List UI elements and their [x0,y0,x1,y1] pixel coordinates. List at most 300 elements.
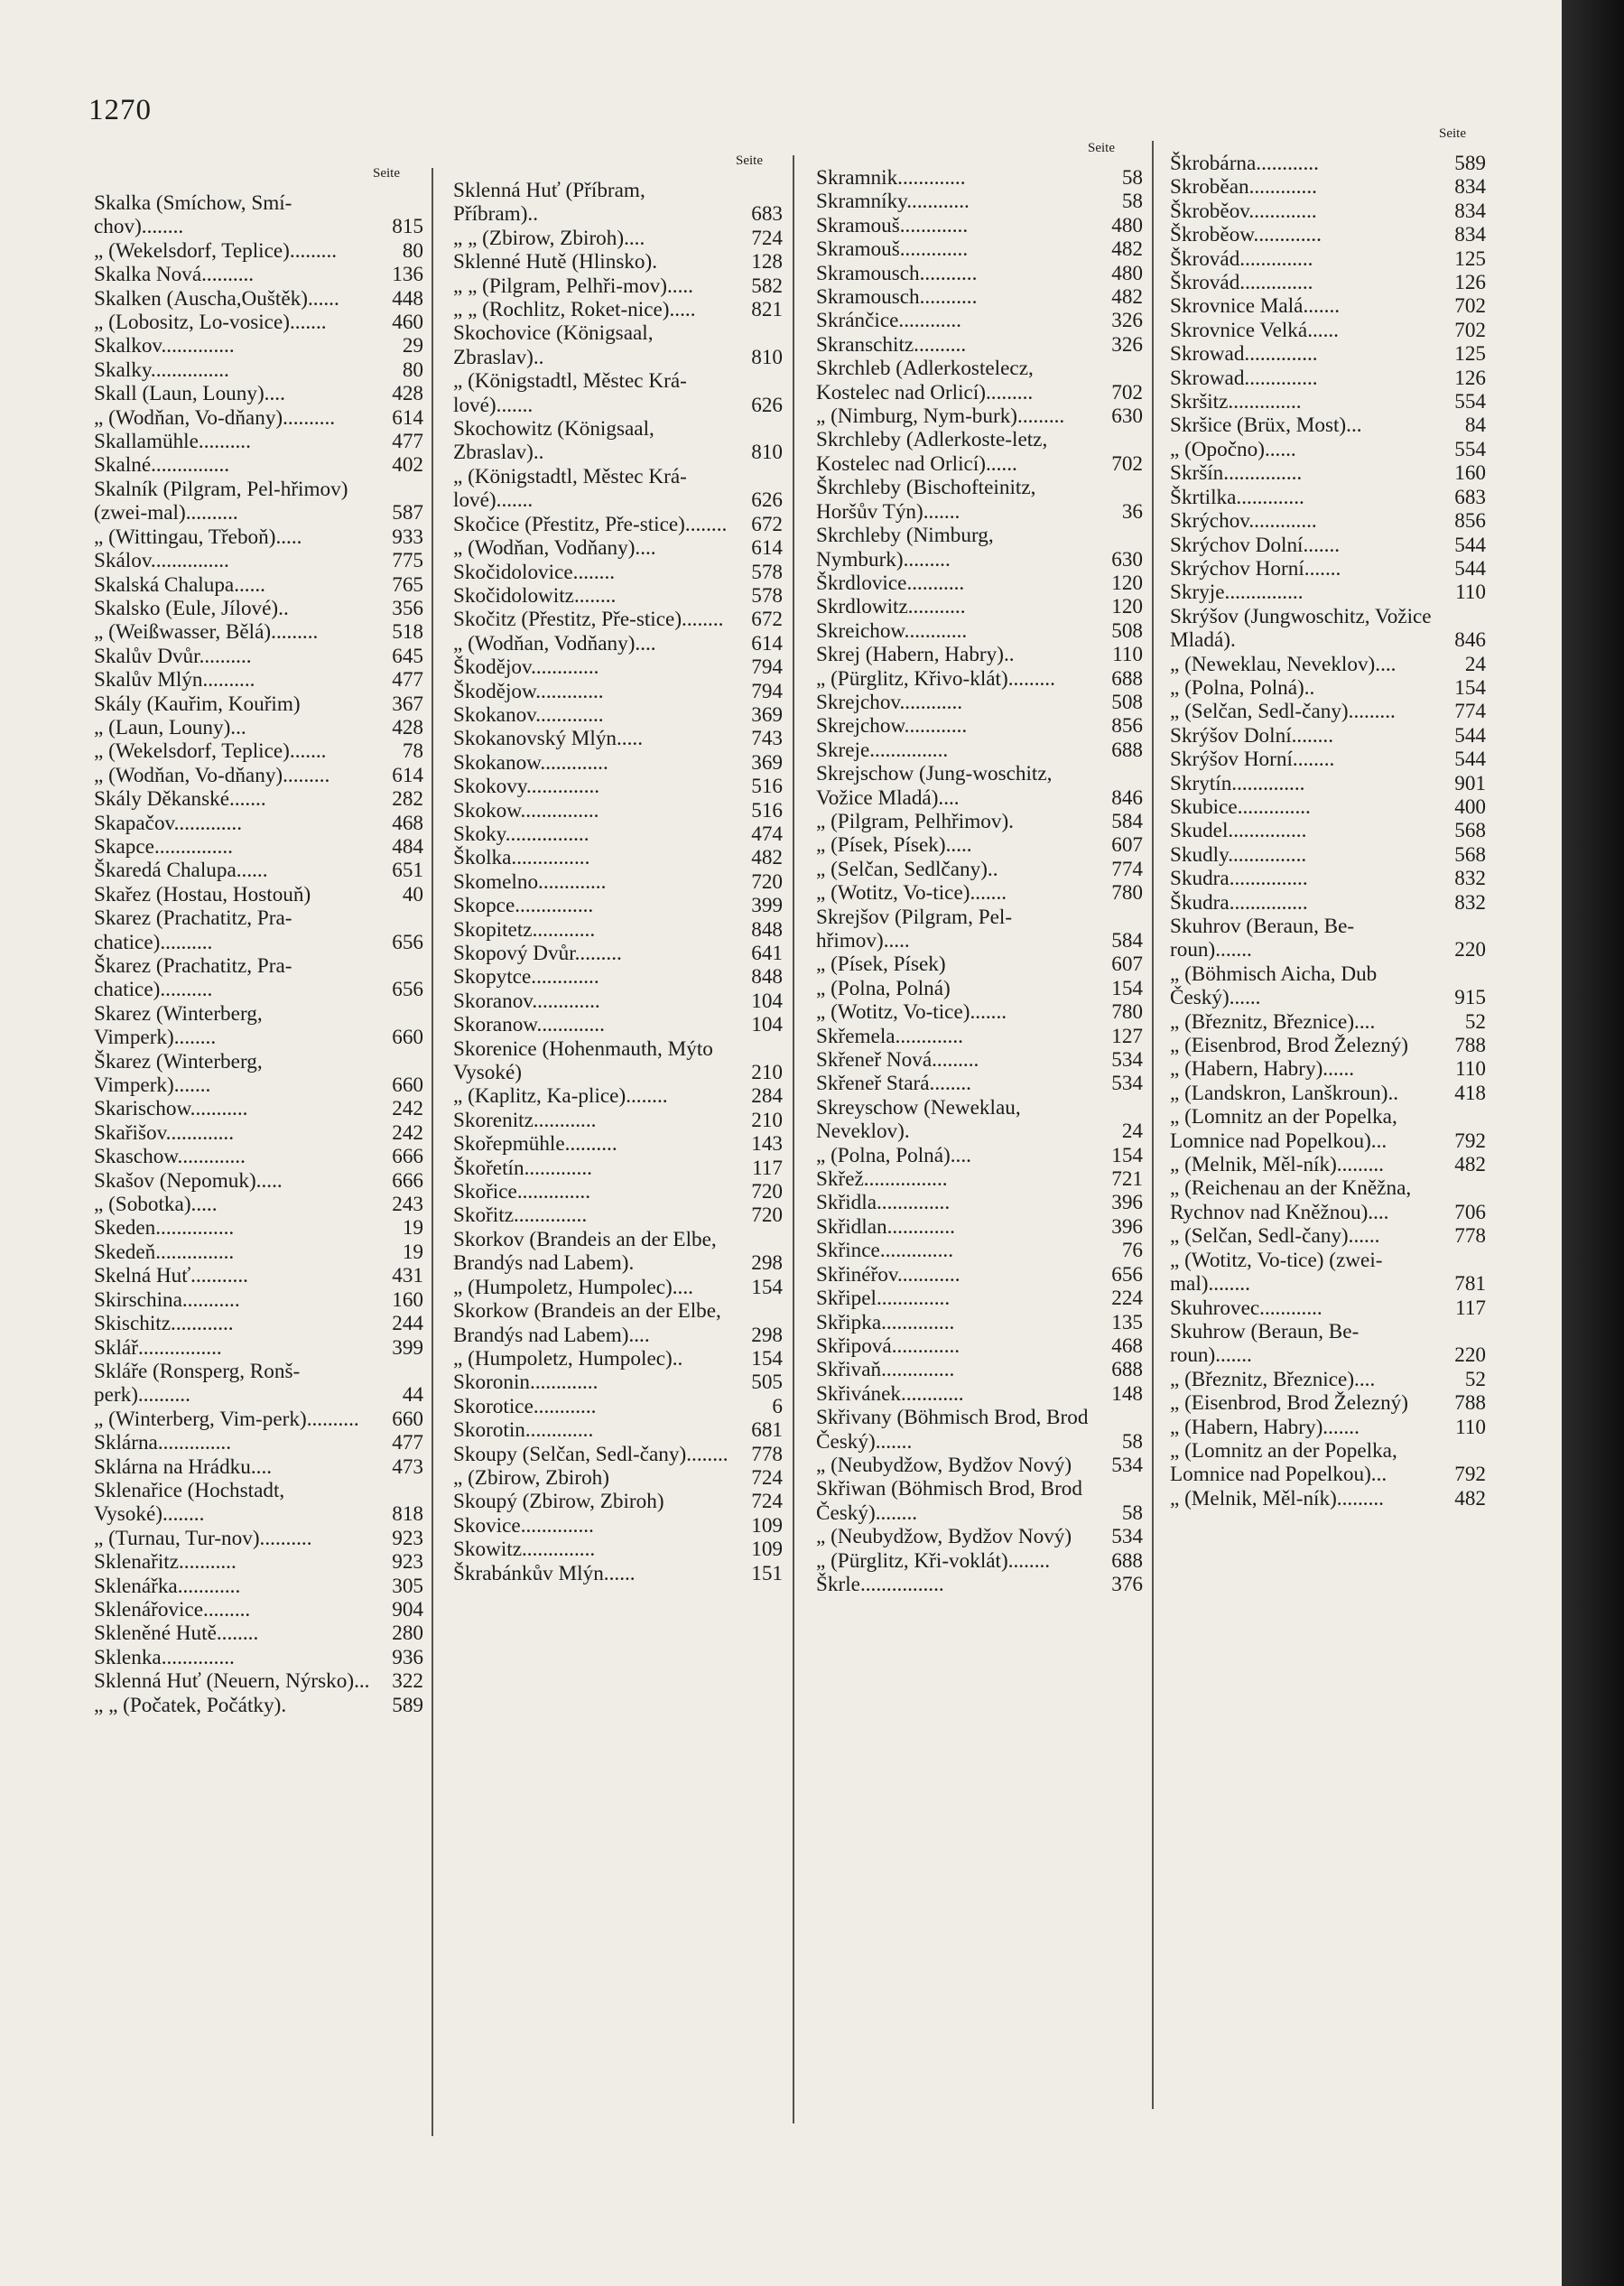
entry-place-name: Škrdlovice........... [816,571,965,595]
entry-place-name: Skarez (Prachatitz, Pra-chatice).......... [94,906,292,954]
index-entry [453,632,783,655]
entry-place-name: „ (Melnik, Měl-ník)......... [1170,1153,1384,1177]
entry-place-name: Skokanov............. [453,702,604,727]
entry-page-ref: 482 [1111,237,1143,262]
entry-page-ref: 508 [1111,618,1143,643]
entry-place-name: Škrchleby (Bischofteinitz, Horšův Týn)....... [816,476,1042,524]
index-entry [1170,1368,1486,1391]
entry-page-ref: 284 [751,1084,783,1109]
entry-page-ref: 821 [751,298,783,322]
entry-page-ref: 706 [1454,1200,1486,1224]
entry-page-ref: 641 [751,942,783,965]
index-entry [1170,653,1486,676]
index-entry [1170,557,1486,581]
entry-place-name: Skokovy.............. [453,775,600,799]
index-entry [94,311,423,334]
binding-gutter [1562,0,1624,2286]
index-entry [816,1072,1143,1095]
entry-place-name: Skopový Dvůr......... [453,942,622,965]
entry-place-name: „ (Písek, Písek) [816,952,946,977]
entry-place-name: Skrýšov (Jungwoschitz, Vožice Mladá). [1170,604,1437,653]
seite-header-2: Seite [736,153,763,168]
entry-place-name: „ (Winterberg, Vim-perk).......... [94,1407,359,1431]
entry-place-name: Skořepmühle.......... [453,1132,617,1157]
entry-page-ref: 242 [392,1097,423,1121]
index-entry [816,714,1143,738]
entry-place-name: Skřipka.............. [816,1310,955,1334]
entry-place-name: Skočidolovice........ [453,560,616,584]
index-entry [94,1216,423,1240]
index-entry [816,309,1143,332]
index-entry [94,1002,423,1050]
entry-place-name: Skuhrow (Beraun, Be-roun)....... [1170,1319,1360,1368]
index-entry [816,952,1143,976]
index-entry [1170,271,1486,294]
entry-place-name: Skorenice (Hohenmauth, Mýto Vysoké) [453,1036,719,1085]
index-entry [94,620,423,644]
entry-place-name: Skrej (Habern, Habry).. [816,643,1015,667]
entry-place-name: Skarischow........... [94,1097,248,1121]
entry-place-name: „ (Eisenbrod, Brod Železný) [1170,1034,1408,1058]
entry-place-name: Škarez (Winterberg, Vimperk)....... [94,1049,268,1098]
index-entry [1170,1153,1486,1176]
entry-place-name: Skoupy (Selčan, Sedl-čany)........ [453,1442,728,1466]
index-entry [94,453,423,477]
entry-page-ref: 614 [392,763,423,787]
entry-page-ref: 578 [751,583,783,608]
entry-page-ref: 724 [751,1465,783,1490]
entry-page-ref: 672 [751,608,783,632]
index-entry [453,1180,783,1203]
entry-page-ref: 568 [1454,819,1486,843]
entry-place-name: „ (Habern, Habry)...... [1170,1057,1355,1082]
entry-place-name: „ (Wodňan, Vo-dňany)......... [94,763,330,787]
entry-place-name: Skrytín.............. [1170,771,1305,795]
entry-page-ref: 534 [1111,1453,1143,1477]
entry-page-ref: 58 [1121,1501,1143,1525]
entry-page-ref: 578 [751,560,783,584]
index-entry [94,1646,423,1669]
entry-place-name: Skalné............... [94,453,230,478]
entry-page-ref: 778 [751,1442,783,1466]
entry-place-name: Skreje............... [816,738,949,762]
index-entry [1170,486,1486,509]
index-entry [94,191,423,239]
entry-page-ref: 154 [751,1275,783,1299]
entry-page-ref: 282 [392,787,423,812]
entry-page-ref: 24 [1464,652,1486,676]
seite-header-4: Seite [1439,126,1466,141]
entry-place-name: Škrle................ [816,1572,944,1596]
entry-page-ref: 154 [1454,675,1486,700]
entry-page-ref: 24 [1121,1120,1143,1144]
entry-place-name: Skroběan............. [1170,175,1317,200]
entry-place-name: Skudel............... [1170,819,1307,843]
entry-place-name: „ (Selčan, Sedl-čany)...... [1170,1224,1380,1249]
index-entry [94,1527,423,1550]
entry-page-ref: 645 [392,644,423,668]
entry-page-ref: 484 [392,834,423,859]
index-entry [816,1239,1143,1262]
entry-place-name: Skokanovský Mlýn..... [453,727,643,751]
entry-page-ref: 428 [392,382,423,406]
entry-place-name: „ (Březnitz, Březnice).... [1170,1009,1376,1034]
entry-page-ref: 482 [1454,1486,1486,1510]
entry-page-ref: 428 [392,715,423,739]
index-entry [816,1525,1143,1548]
entry-place-name: Skřeneř Nová......... [816,1048,979,1073]
index-entry [94,739,423,763]
entry-page-ref: 702 [1111,380,1143,404]
entry-place-name: Skřinéřov............ [816,1262,960,1287]
entry-page-ref: 915 [1454,986,1486,1010]
index-entry [94,525,423,549]
entry-place-name: Skálov............... [94,549,229,573]
entry-place-name: Skramouš............. [816,213,969,237]
index-entry [94,716,423,739]
entry-page-ref: 792 [1454,1129,1486,1153]
entry-page-ref: 110 [1455,1415,1486,1439]
entry-page-ref: 792 [1454,1463,1486,1487]
entry-place-name: „ (Weißwasser, Bělá)......... [94,620,319,645]
entry-page-ref: 681 [751,1418,783,1443]
entry-page-ref: 660 [392,1073,423,1098]
entry-place-name: Skramouš............. [816,237,969,262]
entry-page-ref: 396 [1111,1191,1143,1215]
entry-page-ref: 720 [751,1180,783,1204]
entry-page-ref: 326 [1111,332,1143,357]
entry-place-name: „ (Pürglitz, Křivo-klát)......... [816,666,1055,691]
index-entry [816,190,1143,213]
entry-page-ref: 720 [751,1203,783,1228]
entry-place-name: Skočidolowitz........ [453,583,617,608]
index-entry [94,1360,423,1408]
index-entry [94,382,423,405]
index-entry [94,573,423,597]
index-entry [816,977,1143,1000]
index-entry [453,608,783,631]
index-entry [816,214,1143,237]
entry-page-ref: 369 [751,702,783,727]
entry-page-ref: 58 [1121,1429,1143,1454]
index-entry [1170,1105,1486,1153]
index-entry [94,1050,423,1098]
entry-place-name: Skovice.............. [453,1513,594,1538]
index-entry [453,822,783,846]
entry-page-ref: 794 [751,679,783,703]
index-entry [94,1241,423,1264]
entry-place-name: Škaredá Chalupa...... [94,859,268,883]
entry-page-ref: 544 [1454,723,1486,748]
entry-place-name: Skramousch........... [816,285,978,310]
entry-place-name: Skrejchow............ [816,714,968,739]
entry-page-ref: 688 [1111,738,1143,762]
entry-page-ref: 534 [1111,1048,1143,1073]
entry-page-ref: 856 [1111,714,1143,739]
entry-place-name: „ (Laun, Louny)... [94,715,246,739]
index-entry [1170,724,1486,748]
index-entry [94,1622,423,1645]
index-entry [816,762,1143,810]
entry-place-name: Skřipová............. [816,1334,960,1358]
entry-place-name: Skřeneř Stará........ [816,1072,971,1096]
entry-page-ref: 367 [392,692,423,716]
index-entry [94,478,423,525]
entry-place-name: Skarez (Winterberg, Vimperk)........ [94,1001,268,1050]
index-entry [1170,748,1486,771]
entry-page-ref: 104 [751,1013,783,1037]
index-entry [453,1538,783,1561]
entry-place-name: „ (Melnik, Měl-ník)......... [1170,1486,1384,1510]
entry-page-ref: 780 [1111,1000,1143,1025]
entry-place-name: Skorenitz............ [453,1108,597,1132]
entry-page-ref: 724 [751,1490,783,1514]
index-entry [816,237,1143,261]
entry-page-ref: 901 [1454,771,1486,795]
column-divider-1 [432,168,433,2136]
entry-page-ref: 154 [1111,976,1143,1000]
entry-place-name: Skrchleby (Nimburg, Nymburk)......... [816,524,999,572]
entry-place-name: Skorotin............. [453,1418,594,1443]
entry-page-ref: 244 [392,1312,423,1336]
entry-page-ref: 482 [1111,285,1143,310]
entry-page-ref: 626 [751,393,783,417]
index-entry [816,285,1143,309]
index-entry [94,1479,423,1527]
entry-page-ref: 120 [1111,595,1143,619]
entry-page-ref: 516 [751,775,783,799]
entry-place-name: Skapačov............. [94,811,242,835]
entry-place-name: Skočice (Přestitz, Pře-stice)........ [453,512,728,536]
entry-place-name: Skorotice............ [453,1394,597,1418]
entry-page-ref: 356 [392,596,423,620]
index-entry [816,404,1143,428]
index-entry [1170,1391,1486,1415]
index-entry [453,1276,783,1299]
entry-page-ref: 369 [751,750,783,775]
entry-page-ref: 396 [1111,1214,1143,1239]
entry-place-name: Skřivánek............ [816,1381,964,1406]
index-entry [94,835,423,859]
entry-page-ref: 52 [1464,1009,1486,1034]
entry-place-name: Skaschow............. [94,1145,246,1169]
entry-page-ref: 120 [1111,571,1143,595]
index-entry [453,1109,783,1132]
index-entry [453,799,783,822]
index-entry [94,787,423,811]
index-entry [453,250,783,274]
page-number: 1270 [88,94,152,126]
entry-page-ref: 904 [392,1597,423,1622]
entry-place-name: Skuhrovec............ [1170,1296,1322,1320]
entry-place-name: Skeden............... [94,1216,235,1241]
index-entry [94,692,423,716]
index-entry [94,1288,423,1312]
entry-place-name: „ „ (Zbirow, Zbiroh).... [453,226,645,250]
entry-page-ref: 110 [1455,581,1486,605]
index-entry [816,1096,1143,1144]
index-entry [816,881,1143,905]
entry-place-name: Sklenné Hutě (Hlinsko). [453,250,658,274]
index-entry [1170,700,1486,723]
entry-page-ref: 724 [751,226,783,250]
index-entry [94,1550,423,1574]
index-entry [453,465,783,513]
entry-place-name: Skály (Kauřim, Kouřim) [94,692,301,716]
entry-page-ref: 117 [752,1156,783,1180]
entry-place-name: Skramníky............ [816,190,970,214]
entry-place-name: Skařez (Hostau, Hostouň) [94,882,311,906]
index-entry [453,1013,783,1036]
entry-page-ref: 6 [772,1394,783,1418]
entry-place-name: Skašov (Nepomuk)..... [94,1168,283,1193]
entry-page-ref: 19 [402,1216,423,1241]
entry-page-ref: 630 [1111,547,1143,572]
entry-page-ref: 518 [392,620,423,645]
entry-place-name: Skrdlowitz........... [816,595,966,619]
index-entry [1170,414,1486,437]
entry-place-name: Škudra............... [1170,890,1308,915]
entry-place-name: „ (Lobositz, Lo-vosice)....... [94,311,327,335]
index-entry [816,858,1143,881]
entry-page-ref: 923 [392,1526,423,1550]
entry-place-name: „ (Wittingau, Třeboň)..... [94,525,302,549]
entry-place-name: Skršice (Brüx, Most)... [1170,414,1362,438]
index-column-3 [816,166,1143,1596]
index-entry [1170,1487,1486,1510]
entry-place-name: Sklenařitz........... [94,1550,237,1575]
entry-place-name: Skřidla.............. [816,1191,951,1215]
entry-page-ref: 778 [1454,1224,1486,1249]
index-column-1 [94,191,423,1717]
entry-page-ref: 125 [1454,246,1486,271]
index-entry [816,1215,1143,1239]
index-entry [453,655,783,679]
entry-place-name: „ (Polna, Polná).... [816,1143,971,1167]
index-entry [453,227,783,250]
entry-place-name: Skorkow (Brandeis an der Elbe, Brandýs nad Labem).... [453,1299,727,1347]
index-entry [94,1694,423,1717]
entry-page-ref: 148 [1111,1381,1143,1406]
index-entry [453,1395,783,1418]
index-entry [1170,1082,1486,1105]
entry-place-name: Skedeň............... [94,1240,235,1264]
entry-page-ref: 626 [751,488,783,513]
index-entry [816,739,1143,762]
index-entry [1170,581,1486,604]
index-entry [453,1466,783,1490]
index-entry [1170,390,1486,414]
entry-place-name: Skrýchov............. [1170,509,1317,534]
entry-place-name: Skopitetz............ [453,917,596,942]
entry-place-name: Skallamühle.......... [94,430,251,454]
entry-place-name: Skalka (Smíchow, Smí-chov)........ [94,191,292,239]
entry-place-name: Skřemela............. [816,1024,963,1048]
entry-place-name: „ (Písek, Písek)..... [816,833,972,858]
index-entry [94,812,423,835]
entry-page-ref: 614 [392,405,423,430]
entry-place-name: „ (Nimburg, Nym-burk)......... [816,404,1065,429]
entry-place-name: Škrtilka............. [1170,485,1304,509]
index-entry [453,775,783,798]
entry-place-name: „ (Selčan, Sedlčany).. [816,857,998,881]
seite-header-1: Seite [373,166,400,181]
index-entry [1170,605,1486,653]
entry-page-ref: 480 [1111,261,1143,285]
index-entry [1170,1010,1486,1034]
entry-place-name: „ (Polna, Polná).. [1170,675,1315,700]
entry-place-name: Skoky................ [453,822,589,846]
entry-page-ref: 587 [392,501,423,525]
entry-page-ref: 743 [751,727,783,751]
index-entry [453,369,783,417]
seite-header-3: Seite [1088,141,1115,155]
entry-page-ref: 224 [1111,1287,1143,1311]
index-entry [1170,915,1486,962]
entry-place-name: Skramousch........... [816,261,978,285]
entry-place-name: Skryje............... [1170,581,1304,605]
entry-page-ref: 154 [751,1346,783,1371]
entry-page-ref: 376 [1111,1572,1143,1596]
entry-page-ref: 775 [392,549,423,573]
index-entry [94,358,423,382]
index-entry [816,1144,1143,1167]
entry-place-name: Škrobárna............ [1170,152,1319,175]
entry-page-ref: 468 [1111,1334,1143,1358]
index-entry [453,1228,783,1276]
entry-place-name: „ (Neweklau, Neveklov).... [1170,652,1397,676]
entry-page-ref: 568 [1454,842,1486,867]
entry-place-name: Skrovnice Velká...... [1170,318,1339,342]
index-entry [816,1263,1143,1287]
entry-place-name: Škroběow............. [1170,223,1322,247]
entry-page-ref: 78 [402,739,423,764]
entry-page-ref: 788 [1454,1391,1486,1416]
index-entry [94,1669,423,1693]
index-entry [1170,367,1486,390]
entry-place-name: Školka............... [453,846,590,870]
index-entry [453,918,783,942]
index-entry [453,1132,783,1156]
index-entry [1170,223,1486,246]
entry-place-name: Skrowad.............. [1170,366,1318,390]
index-entry [94,1169,423,1193]
index-entry [1170,509,1486,533]
index-entry [1170,1320,1486,1368]
entry-page-ref: 143 [751,1132,783,1157]
entry-page-ref: 402 [392,453,423,478]
entry-page-ref: 544 [1454,748,1486,772]
entry-page-ref: 160 [392,1287,423,1312]
index-entry [94,1408,423,1431]
entry-place-name: Skranschitz.......... [816,332,967,357]
entry-place-name: „ (Reichenau an der Kněžna, Rychnov nad Kněžnou).... [1170,1176,1416,1224]
index-entry [453,1562,783,1585]
entry-page-ref: 832 [1454,867,1486,891]
entry-page-ref: 660 [392,1026,423,1050]
entry-page-ref: 721 [1111,1167,1143,1192]
entry-place-name: Škořetín............. [453,1156,592,1180]
entry-page-ref: 151 [751,1561,783,1585]
index-entry [816,1191,1143,1214]
index-entry [453,274,783,298]
entry-page-ref: 399 [392,1335,423,1360]
entry-page-ref: 58 [1121,166,1143,190]
index-entry [816,333,1143,357]
entry-page-ref: 110 [1112,643,1143,667]
entry-place-name: Skrýšov Dolní........ [1170,723,1334,748]
entry-page-ref: 660 [392,1407,423,1431]
